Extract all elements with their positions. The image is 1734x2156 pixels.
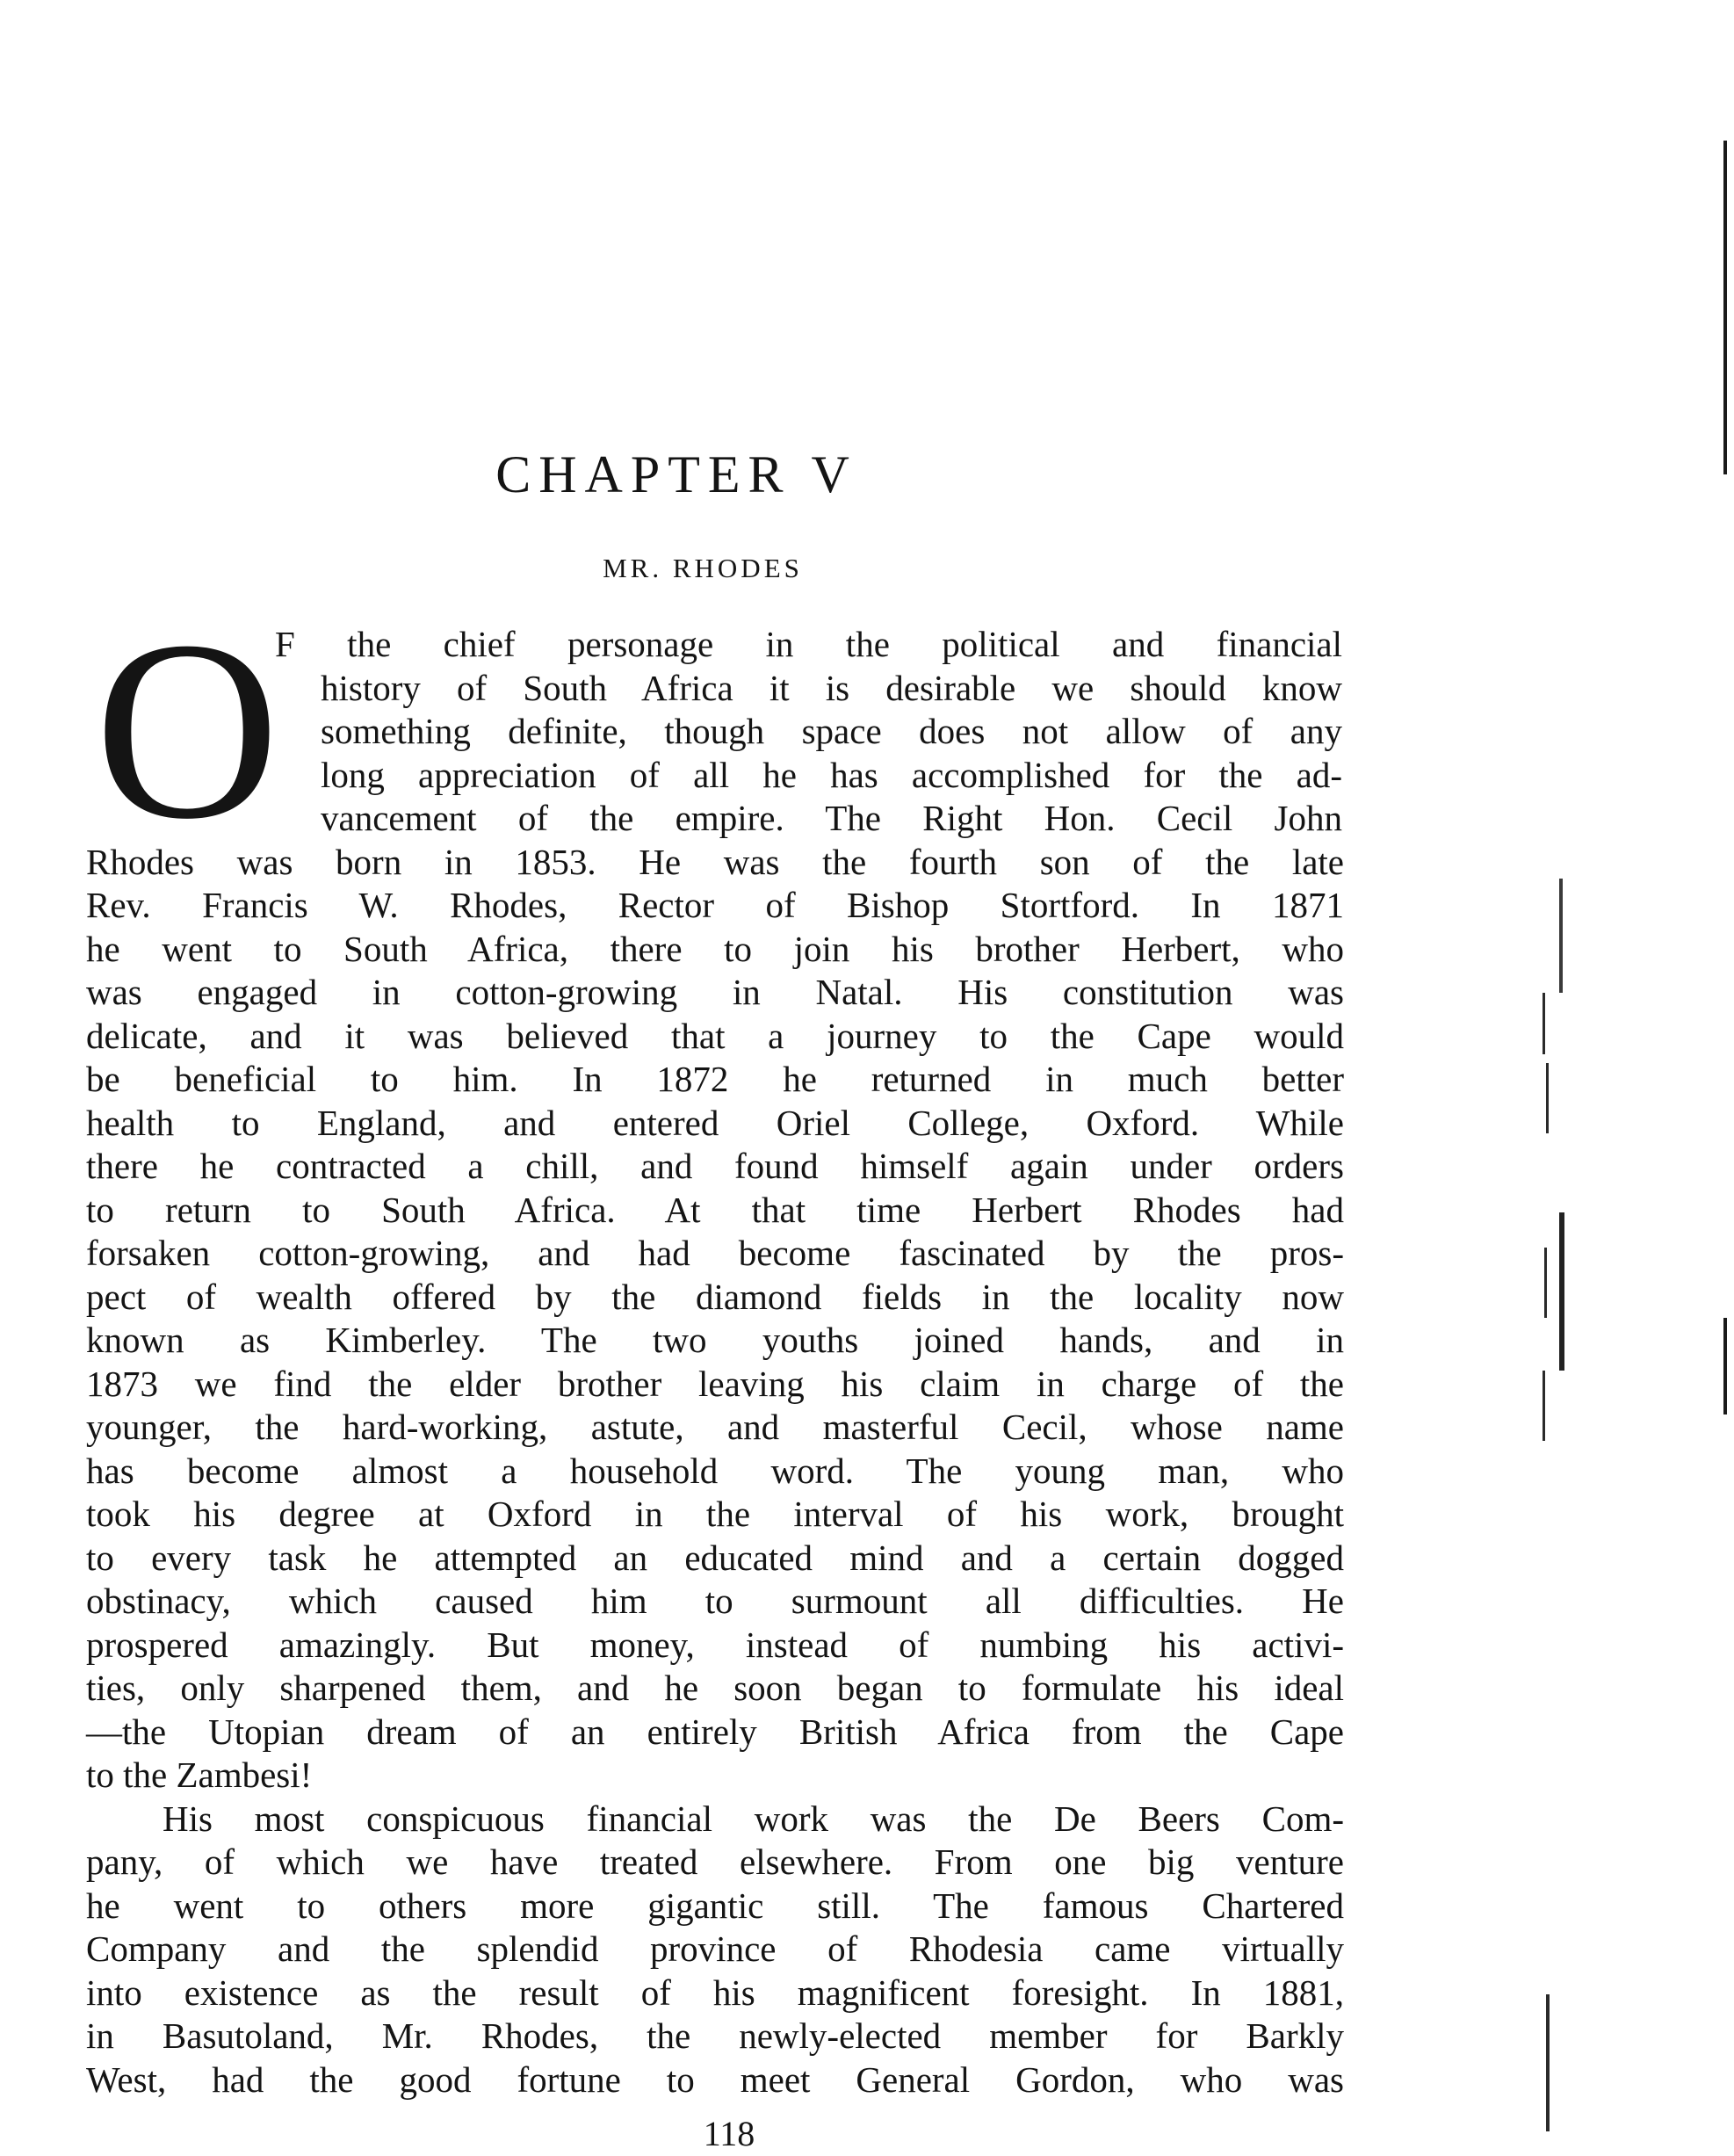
binding-shadow: [1543, 993, 1545, 1054]
text-line: West, had the good fortune to meet General Gordon, who was: [86, 2059, 1344, 2100]
text-line: took his degree at Oxford in the interval of his work, brought: [86, 1494, 1344, 1534]
binding-shadow: [1546, 1063, 1549, 1133]
text-line: vancement of the empire. The Right Hon. Cecil John: [321, 798, 1342, 838]
text-line: he went to South Africa, there to join his brother Herbert, who: [86, 929, 1344, 969]
binding-shadow: [1544, 1248, 1547, 1318]
chapter-title: CHAPTER V: [495, 445, 857, 503]
page-number: 118: [703, 2114, 755, 2153]
text-line: history of South Africa it is desirable we should know: [321, 668, 1342, 708]
text-line: was engaged in cotton-growing in Natal. His constitution was: [86, 972, 1344, 1012]
text-line: something definite, though space does not allow of any: [321, 711, 1342, 751]
text-line: 1873 we find the elder brother leaving his claim in charge of the: [86, 1364, 1344, 1404]
text-line: into existence as the result of his magnificent foresight. In 1881,: [86, 1972, 1344, 2013]
text-line: ties, only sharpened them, and he soon began to formulate his ideal: [86, 1668, 1344, 1708]
text-line: delicate, and it was believed that a journey to the Cape would: [86, 1016, 1344, 1056]
text-line: be beneficial to him. In 1872 he returned in much better: [86, 1059, 1344, 1099]
text-line: he went to others more gigantic still. The famous Chartered: [86, 1885, 1344, 1926]
text-line: there he contracted a chill, and found himself again under orders: [86, 1146, 1344, 1186]
text-line: —the Utopian dream of an entirely British Africa from the Cape: [86, 1711, 1344, 1752]
text-line: long appreciation of all he has accomplished for the ad-: [321, 755, 1342, 795]
binding-shadow: [1543, 1371, 1545, 1441]
binding-shadow: [1559, 879, 1563, 993]
text-line: obstinacy, which caused him to surmount all difficulties. He: [86, 1581, 1344, 1621]
text-line: to the Zambesi!: [86, 1754, 313, 1795]
chapter-subtitle: MR. RHODES: [603, 553, 803, 583]
page-edge-rule: [1723, 1318, 1727, 1414]
text-line: His most conspicuous financial work was the De Beers Com-: [163, 1798, 1344, 1839]
text-line: Company and the splendid province of Rhodesia came virtually: [86, 1928, 1344, 1969]
text-line: prospered amazingly. But money, instead of numbing his activi-: [86, 1624, 1344, 1665]
text-line: pany, of which we have treated elsewhere. From one big venture: [86, 1841, 1344, 1882]
text-line: to every task he attempted an educated mind and a certain dogged: [86, 1537, 1344, 1578]
binding-shadow: [1559, 1212, 1564, 1371]
text-line: pect of wealth offered by the diamond fields in the locality now: [86, 1277, 1344, 1317]
text-line: known as Kimberley. The two youths joined hands, and in: [86, 1320, 1344, 1360]
text-line: health to England, and entered Oriel College, Oxford. While: [86, 1103, 1344, 1143]
drop-cap: O: [94, 589, 280, 872]
binding-shadow: [1546, 1994, 1550, 2131]
text-line: Rev. Francis W. Rhodes, Rector of Bishop Stortford. In 1871: [86, 885, 1344, 925]
text-line: F the chief personage in the political and financial: [275, 624, 1342, 664]
text-line: has become almost a household word. The young man, who: [86, 1451, 1344, 1491]
page-edge-rule: [1723, 141, 1727, 474]
text-line: Rhodes was born in 1853. He was the fourth son of the late: [86, 842, 1344, 882]
text-line: younger, the hard-working, astute, and masterful Cecil, whose name: [86, 1407, 1344, 1447]
text-line: to return to South Africa. At that time Herbert Rhodes had: [86, 1190, 1344, 1230]
text-line: in Basutoland, Mr. Rhodes, the newly-elected member for Barkly: [86, 2015, 1344, 2056]
text-line: forsaken cotton-growing, and had become fascinated by the pros-: [86, 1233, 1344, 1273]
